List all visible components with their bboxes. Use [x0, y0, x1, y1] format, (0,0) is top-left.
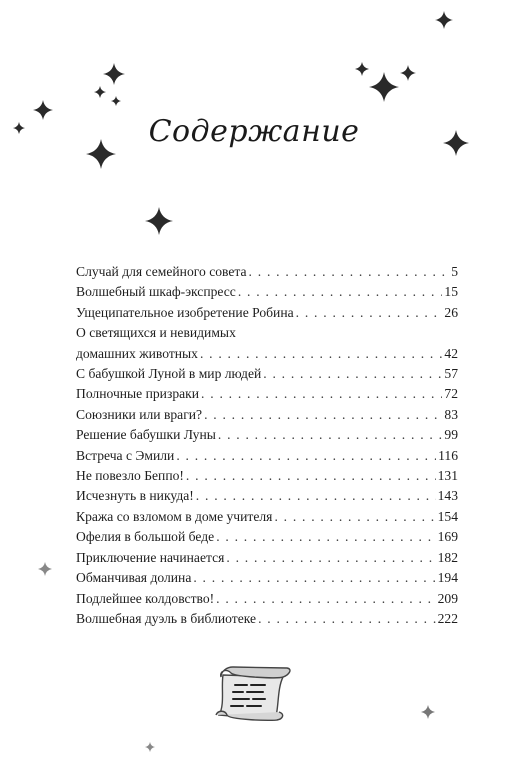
- leader-dots: [196, 486, 436, 506]
- toc-entry-title: Ущеципательное изобретение Робина: [76, 304, 294, 320]
- star-icon: [369, 72, 399, 102]
- toc-entry-title: Приключение начинается: [76, 549, 225, 565]
- toc-entry-page: 116: [438, 447, 458, 463]
- toc-entry-page: 99: [444, 427, 458, 443]
- toc-entry: [76, 384, 458, 404]
- toc-entry: [76, 507, 458, 527]
- star-icon: [111, 96, 121, 106]
- scroll-icon: [213, 665, 299, 725]
- toc-entry: [76, 303, 458, 323]
- toc-entry-title-line1: О светящихся и невидимых: [76, 325, 236, 341]
- toc-entry: [76, 282, 458, 302]
- toc-entry-title: Союзники или враги?: [76, 406, 203, 422]
- toc-entry-page: 42: [444, 345, 458, 361]
- toc-entry-title: Кража со взломом в доме учителя: [76, 508, 273, 524]
- toc-entry: [76, 568, 458, 588]
- toc-entry: [76, 425, 458, 445]
- star-icon: [400, 65, 416, 81]
- toc-entry-page: 222: [437, 610, 458, 626]
- star-icon: [145, 207, 173, 235]
- toc-entry: [76, 548, 458, 568]
- toc-entry: [76, 486, 458, 506]
- leader-dots: [249, 262, 450, 282]
- star-icon: [435, 11, 453, 29]
- toc-entry: [76, 466, 458, 486]
- toc-entry: [76, 589, 458, 609]
- leader-dots: [201, 384, 442, 404]
- leader-dots: [226, 548, 435, 568]
- star-icon: [145, 742, 155, 752]
- leader-dots: [216, 527, 435, 547]
- toc-entry-page: 57: [444, 366, 458, 382]
- leader-dots: [258, 609, 436, 629]
- toc-entry: [76, 364, 458, 384]
- toc-entry-page: 143: [437, 488, 458, 504]
- star-icon: [94, 86, 106, 98]
- toc-entry: [76, 262, 458, 282]
- toc-entry: [76, 446, 458, 466]
- star-icon: [355, 62, 369, 76]
- star-icon: [38, 562, 52, 576]
- toc-entry-page: 83: [444, 406, 458, 422]
- toc-entry-title-line2: домашних животных: [76, 345, 198, 361]
- toc-entry-page: 154: [437, 508, 458, 524]
- toc-entry-page: 72: [444, 386, 458, 402]
- toc-entry-title: Волшебный шкаф-экспресс: [76, 284, 236, 300]
- star-icon: [103, 63, 125, 85]
- toc-entry-page: 169: [437, 529, 458, 545]
- leader-dots: [238, 282, 443, 302]
- leader-dots: [204, 405, 442, 425]
- leader-dots: [200, 344, 442, 364]
- toc-entry-page: 5: [451, 264, 458, 279]
- toc-entry-title: Случай для семейного совета: [76, 264, 247, 279]
- toc-entry-title: Полночные призраки: [76, 386, 200, 402]
- toc-entry: [76, 609, 458, 629]
- toc-entry: [76, 405, 458, 425]
- leader-dots: [218, 425, 443, 445]
- toc-entry-page: 182: [437, 549, 458, 565]
- toc-entry-title: С бабушкой Луной в мир людей: [76, 366, 262, 382]
- toc-entry-title: Не повезло Беппо!: [76, 468, 184, 484]
- toc-entry-title: Офелия в большой беде: [76, 529, 215, 545]
- leader-dots: [263, 364, 442, 384]
- page-title: Содержание: [148, 114, 360, 149]
- leader-dots: [296, 303, 443, 323]
- toc-entry-page: 15: [444, 284, 458, 300]
- toc-entry-title: Встреча с Эмили: [76, 447, 175, 463]
- toc-entry-title: Исчезнуть в никуда!: [76, 488, 194, 504]
- toc-entry-title: Волшебная дуэль в библиотеке: [76, 610, 257, 626]
- toc-entry: [76, 323, 458, 364]
- toc-entry-page: 194: [437, 570, 458, 586]
- leader-dots: [216, 589, 435, 609]
- leader-dots: [186, 466, 436, 486]
- toc-entry-page: 131: [437, 468, 458, 484]
- table-of-contents: [76, 262, 458, 629]
- leader-dots: [274, 507, 435, 527]
- leader-dots: [176, 446, 436, 466]
- toc-entry-title: Обманчивая долина: [76, 570, 192, 586]
- toc-entry-page: 26: [444, 304, 458, 320]
- toc-entry-title: Решение бабушки Луны: [76, 427, 216, 443]
- toc-entry-page: 209: [437, 590, 458, 606]
- leader-dots: [193, 568, 435, 588]
- toc-entry-title: Подлейшее колдовство!: [76, 590, 215, 606]
- toc-entry: [76, 527, 458, 547]
- star-icon: [421, 705, 435, 719]
